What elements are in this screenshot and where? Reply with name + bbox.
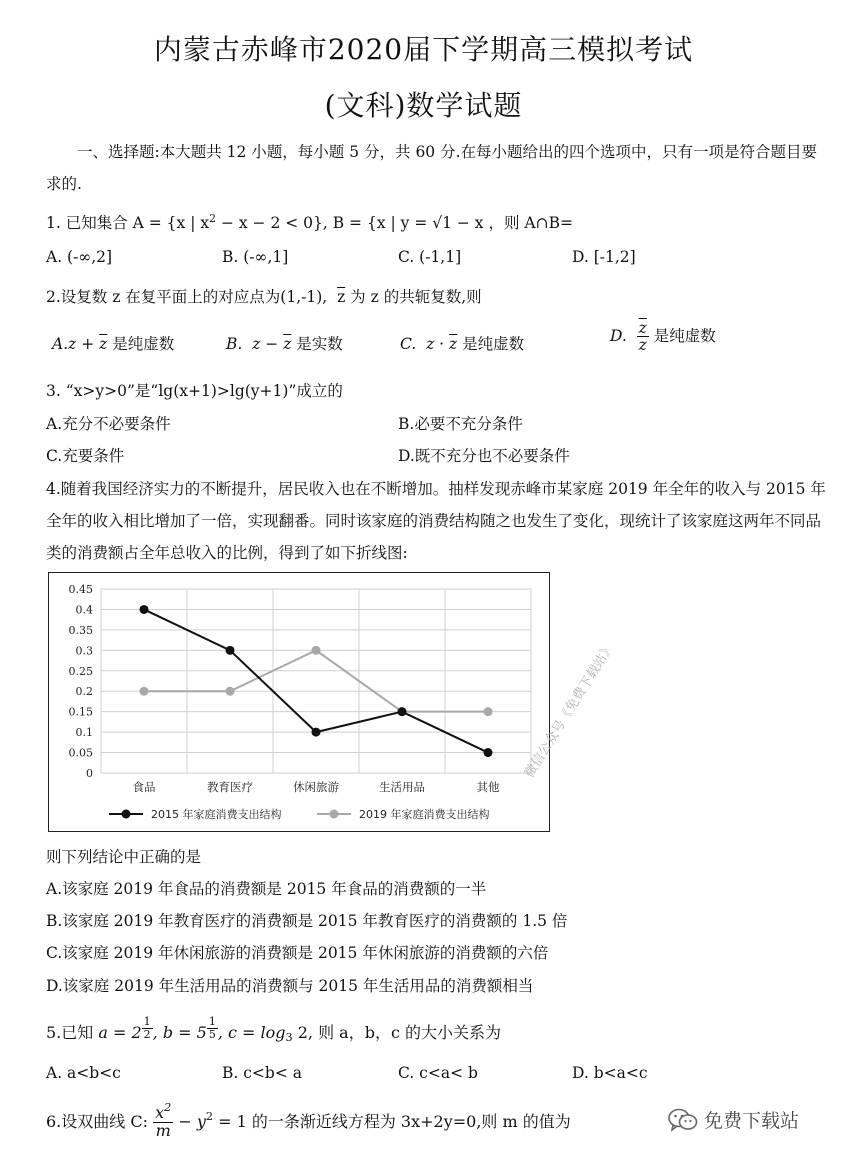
y-tick-label: 0.2 <box>75 685 93 699</box>
legend-swatch-dot <box>122 810 131 819</box>
wechat-brand <box>668 1106 799 1133</box>
q2-stem: 2.设复数 z 在复平面上的对应点为(1,-1), $\overline{z}$ 为 z 的共轭复数,则 <box>46 288 482 306</box>
section-heading: 一、选择题:本大题共 12 小题，每小题 5 分，共 60 分.在每小题给出的四个选项中，只有一项是符合题目要求的. <box>46 143 818 193</box>
q4-line-chart <box>48 572 550 832</box>
data-point <box>226 687 235 696</box>
x-tick-label: 休闲旅游 <box>293 780 339 794</box>
q3-option-b: B.必要不充分条件 <box>398 415 523 433</box>
y-tick-label: 0.3 <box>75 644 93 658</box>
data-point <box>312 728 321 737</box>
y-tick-label: 0.25 <box>68 664 93 678</box>
data-point <box>140 605 149 614</box>
y-tick-label: 0.4 <box>75 603 93 617</box>
q5-option-b: B. c<b< a <box>222 1064 302 1082</box>
q6-stem: 6.设双曲线 C: $\frac{x^2}{m}$ − $y^2 = 1$ 的一条渐近线方程为 3x+2y=0,则 m 的值为 <box>46 1101 571 1140</box>
y-tick-label: 0 <box>86 767 93 780</box>
q2-option-c: C. $z \cdot \overline{z}$ 是纯虚数 <box>400 335 525 353</box>
x-tick-label: 生活用品 <box>379 780 425 794</box>
series-line <box>144 650 488 711</box>
page-subtitle: (文科)数学试题 <box>324 89 523 122</box>
q2-option-b: B. $z - \overline{z}$ 是实数 <box>226 335 343 353</box>
q3-option-c: C.充要条件 <box>46 447 125 465</box>
q1-option-d: D. [-1,2] <box>572 248 636 266</box>
legend-swatch-dot <box>330 810 339 819</box>
q4-option-a: A.该家庭 2019 年食品的消费额是 2015 年食品的消费额的一半 <box>46 880 487 898</box>
q4-conclusion-intro: 则下列结论中正确的是 <box>46 848 202 866</box>
q2-option-d: D. $\frac{\overline{z}}{z}$ 是纯虚数 <box>610 319 716 355</box>
data-point <box>140 687 149 696</box>
page-title: 内蒙古赤峰市2020届下学期高三模拟考试 <box>153 33 694 66</box>
y-tick-label: 0.05 <box>68 746 93 760</box>
data-point <box>398 707 407 716</box>
q1-stem: 1. 已知集合 A = {x | $x^2 - x - 2 < 0$}, B = {x | y = √1 − x ，则 A∩B= <box>46 211 573 232</box>
q5-option-c: C. c<a< b <box>398 1064 478 1082</box>
y-tick-label: 0.45 <box>68 583 93 596</box>
legend-label: 2019 年家庭消费支出结构 <box>359 808 490 821</box>
legend-label: 2015 年家庭消费支出结构 <box>151 808 282 821</box>
q1-option-b: B. (-∞,1] <box>222 248 289 266</box>
q3-option-d: D.既不充分也不必要条件 <box>398 447 570 465</box>
data-point <box>312 646 321 655</box>
q5-option-a: A. a<b<c <box>46 1064 121 1082</box>
x-tick-label: 教育医疗 <box>207 780 253 794</box>
data-point <box>226 646 235 655</box>
watermark-text: 微信公众号《免费下载站》 <box>522 640 618 781</box>
q4-option-d: D.该家庭 2019 年生活用品的消费额与 2015 年生活用品的消费额相当 <box>46 977 534 995</box>
wechat-label: 免费下载站 <box>704 1110 800 1132</box>
data-point <box>484 707 493 716</box>
q4-option-b: B.该家庭 2019 年教育医疗的消费额是 2015 年教育医疗的消费额的 1.5 倍 <box>46 912 568 930</box>
q1-option-a: A. (-∞,2] <box>46 248 113 266</box>
data-point <box>484 748 493 757</box>
q5-stem: 5.已知 a = 2 $^{\frac{1}{2}}$ , b = 5 $^{\frac{1}{5}}$ , $c = \log_3 2$, 则 a，b，c 的大小关系为 <box>46 1015 502 1045</box>
wechat-icon <box>668 1107 698 1133</box>
q4-stem: 4.随着我国经济实力的不断提升，居民收入也在不断增加。抽样发现赤峰市某家庭 2019 年全年的收入与 2015 年全年的收入相比增加了一倍，实现翻番。同时该家庭的消费结构随之也发生了变化，现统计了该家庭这两年不同品类的消费额占全年总收入的比例，得到了如下折线图: <box>46 480 826 562</box>
q2-option-a: $A.z + \overline{z}$ 是纯虚数 <box>52 335 175 353</box>
y-tick-label: 0.15 <box>68 705 93 719</box>
q5-option-d: D. b<a<c <box>572 1064 648 1082</box>
q3-option-a: A.充分不必要条件 <box>46 415 171 433</box>
q3-stem: 3. “x>y>0”是“lg(x+1)>lg(y+1)”成立的 <box>46 382 343 400</box>
y-tick-label: 0.1 <box>75 726 93 740</box>
q1-option-c: C. (-1,1] <box>398 248 462 266</box>
x-tick-label: 其他 <box>476 780 500 794</box>
y-tick-label: 0.35 <box>68 623 93 637</box>
chart-svg <box>49 573 549 831</box>
x-tick-label: 食品 <box>132 780 156 794</box>
q4-option-c: C.该家庭 2019 年休闲旅游的消费额是 2015 年休闲旅游的消费额的六倍 <box>46 944 549 962</box>
